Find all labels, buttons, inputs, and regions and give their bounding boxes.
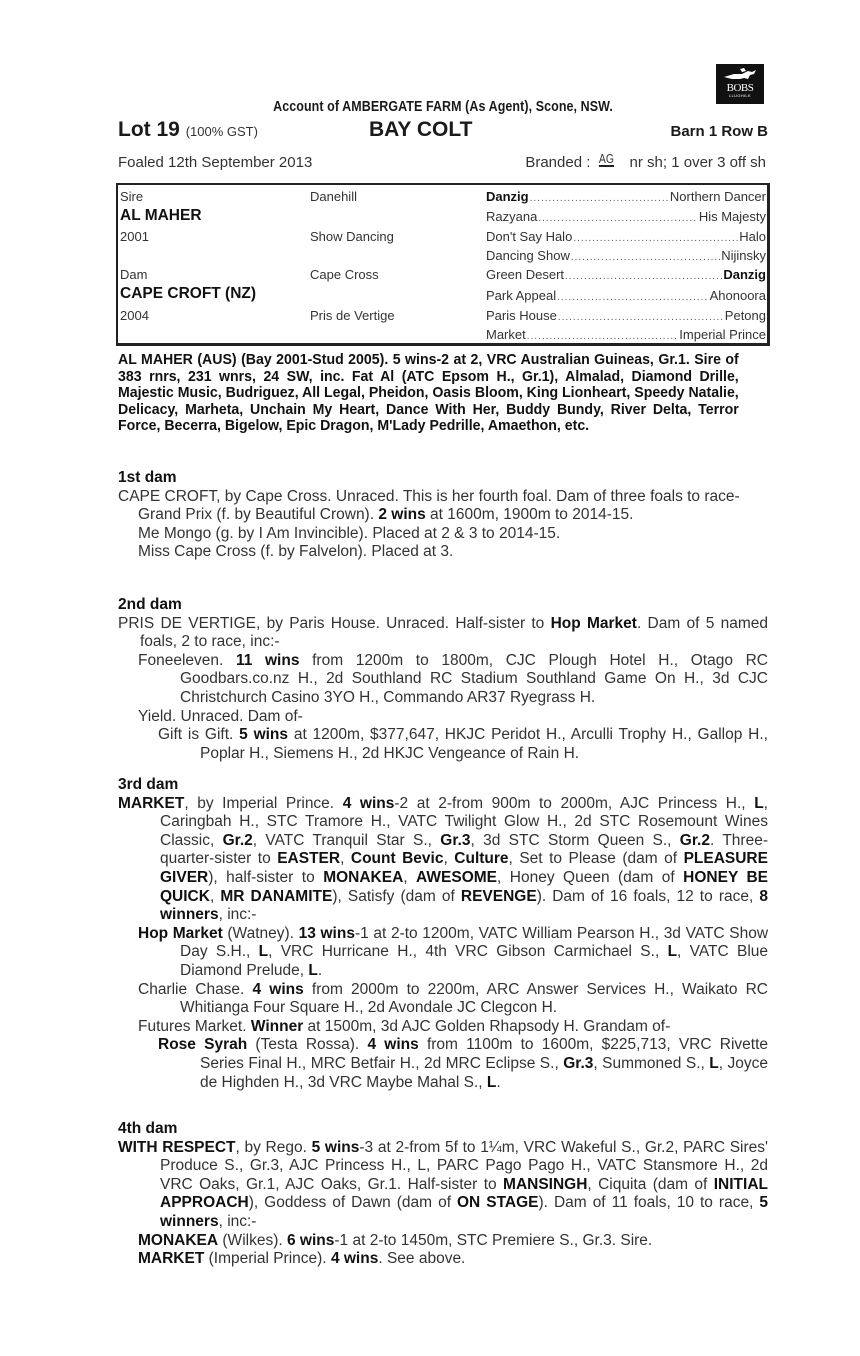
lot-label: Lot 19 — [118, 118, 180, 141]
t: , — [340, 850, 351, 868]
t: , — [209, 887, 221, 905]
text: from 1200m to 1800m, CJC Plough Hotel H., Otago RC Goodbars.co.nz H., 2d Southland RC Stadium Southland Game On H., 3d CJC Christchurch Casino 3YO H., Commando AR37 Ryegrass H. — [180, 651, 768, 706]
brand-info — [525, 151, 766, 171]
gen3-name: Razyana — [486, 209, 538, 224]
t: MONAKEA — [138, 1231, 219, 1249]
t: -3 at 2-from 5f to 1¼m, VRC Wakeful S., Gr.2, PARC Sires' Produce S., Gr.3, AJC Princess H., L, PARC Pago Pago H., VATC Stansmore H., 2d VRC Oaks, Gr.1, AJC Oaks, Gr.1. Half-sister to — [160, 1138, 768, 1193]
gen3-sire: Northern Dancer — [669, 189, 766, 204]
section-heading: 4th dam — [118, 1120, 178, 1137]
foal-entry — [118, 652, 768, 708]
t: , — [443, 850, 455, 868]
foal-text: Grand Prix (f. by Beautiful Crown). — [138, 506, 379, 524]
sire-dam: Show Dancing — [310, 229, 394, 244]
t: 5 winners — [160, 1194, 768, 1230]
gen3-name: Market — [486, 327, 526, 342]
t: ). Dam of 16 foals, 12 to race, — [536, 887, 760, 905]
t: MARKET — [138, 1250, 205, 1268]
sire-year: 2001 — [120, 229, 149, 244]
sire-name: AL MAHER — [120, 207, 202, 224]
dam-intro: CAPE CROFT, by Cape Cross. Unraced. This is her fourth foal. Dam of three foals to race- — [118, 487, 740, 505]
gen3-sire: Ahonoora — [709, 288, 766, 303]
t: , Summoned S., — [593, 1054, 710, 1072]
foal-text: at 1600m, 1900m to 2014-15. — [425, 506, 634, 524]
t: Charlie Chase. — [138, 980, 253, 998]
t: , 3d STC Storm Queen S., — [470, 831, 680, 849]
t: MR DANAMITE — [220, 887, 333, 905]
t: -2 at 2-from 900m to 2000m, AJC Princess H., — [394, 794, 755, 812]
gen3-row — [486, 327, 766, 342]
t: . — [317, 961, 323, 979]
t: 4 wins — [342, 794, 395, 812]
t: Gr.2 — [679, 831, 710, 849]
t: ON STAGE — [457, 1194, 539, 1212]
gen3-name: Don't Say Halo — [486, 229, 573, 244]
t: HONEY BE QUICK — [160, 868, 768, 905]
foal-entry: Miss Cape Cross (f. by Falvelon). Placed at 3. — [138, 543, 454, 561]
foal-entry — [118, 1018, 768, 1037]
t: L — [667, 943, 678, 961]
t: , Joyce de Highden H., 3d VRC Maybe Mahal S., — [200, 1054, 768, 1091]
fourth-dam-section — [118, 1120, 768, 1269]
dam-intro — [118, 615, 768, 652]
foal-entry — [118, 1232, 768, 1251]
t: , VATC Blue Diamond Prelude, — [180, 943, 768, 979]
text: Foneeleven. — [138, 651, 236, 669]
t: MARKET — [118, 794, 185, 812]
t: Gr.2 — [222, 831, 253, 849]
foal-entry — [118, 1250, 768, 1269]
t: Gr.3 — [440, 831, 471, 849]
lot-number — [118, 118, 258, 142]
t: , VATC Tranquil Star S., — [252, 831, 441, 849]
grand-foal-entry — [118, 726, 768, 763]
foal-entry: Yield. Unraced. Dam of- — [138, 707, 303, 725]
t: . — [496, 1073, 501, 1091]
t: L — [486, 1073, 497, 1091]
lot-header — [116, 118, 770, 146]
t: Rose Syrah — [158, 1036, 248, 1054]
t: , Honey Queen (dam of — [497, 868, 684, 886]
foal-wins: 11 wins — [235, 651, 300, 669]
branded-label: Branded : — [525, 154, 591, 171]
horse-description: BAY COLT — [369, 118, 473, 141]
t: , Caringbah H., STC Tramore H., VATC Twilight Glow H., 2d STC Rosemount Wines Classic, — [160, 794, 768, 849]
section-heading: 2nd dam — [118, 596, 182, 613]
gen3-row — [486, 189, 766, 204]
dam-dam: Pris de Vertige — [310, 308, 395, 323]
bobs-logo — [716, 64, 764, 104]
t: -1 at 2-to 1450m, STC Premiere S., Gr.3. Sire. — [334, 1231, 653, 1249]
t: from 1100m to 1600m, $225,713, VRC Rivette Series Final H., MRC Betfair H., 2d MRC Eclipse S., — [200, 1036, 769, 1072]
t: Count Bevic — [350, 850, 444, 868]
t: , VRC Hurricane H., 4th VRC Gibson Carmichael S., — [268, 943, 668, 961]
t: Culture — [454, 850, 509, 868]
gen3-row — [486, 267, 766, 282]
barn-location: Barn 1 Row B — [670, 123, 768, 140]
foal-entry — [118, 925, 768, 981]
t: WITH RESPECT — [118, 1138, 236, 1156]
t: ), Satisfy (dam of — [332, 887, 461, 905]
text: at 1200m, $377,647, HKJC Peridot H., Arculli Trophy H., Gallop H., Poplar H., Siemens H., 2d HKJC Vengeance of Rain H. — [200, 726, 768, 762]
t: (Testa Rossa). — [247, 1036, 368, 1054]
t: Winner — [250, 1017, 304, 1035]
grand-foal-entry — [118, 1036, 768, 1092]
t: MONAKEA — [323, 868, 404, 886]
sire-sire: Danehill — [310, 189, 357, 204]
gen3-row — [486, 308, 766, 323]
t: ). Dam of 11 foals, 10 to race, — [538, 1194, 760, 1212]
t: -1 at 2-to 1200m, VATC William Pearson H., 3d VATC Show Day S.H., — [180, 924, 769, 961]
t: , by Imperial Prince. — [184, 794, 343, 812]
foal-entry — [118, 981, 768, 1018]
t: . See above. — [378, 1250, 466, 1268]
vendor-account: Account of AMBERGATE FARM (As Agent), Scone, NSW. — [273, 99, 613, 115]
t: L — [308, 961, 318, 979]
gen3-name: Dancing Show — [486, 248, 570, 263]
t: 8 winners — [160, 887, 768, 924]
text: . Dam of 5 named foals, 2 to race, inc:- — [140, 614, 769, 651]
t: , Set to Please (dam of — [508, 850, 684, 868]
gst-note: (100% GST) — [185, 124, 258, 139]
t: from 2000m to 2200m, ARC Answer Services H., Waikato RC Whitianga Four Square H., 2d Avondale JC Clegcon H. — [180, 980, 769, 1017]
foal-entry — [118, 506, 768, 525]
gen3-row — [486, 229, 766, 244]
horse-rider-icon — [722, 67, 758, 83]
t: , Ciquita (dam of — [587, 1175, 714, 1193]
gen3-sire: Halo — [739, 229, 766, 244]
text: Gift is Gift. — [158, 726, 240, 744]
t: MANSINGH — [503, 1175, 588, 1193]
dam-record — [118, 795, 768, 925]
t: (Wilkes). — [218, 1231, 287, 1249]
dam-sire: Cape Cross — [310, 267, 379, 282]
branded-detail: nr sh; 1 over 3 off sh — [629, 154, 766, 171]
gen3-sire: Nijinsky — [721, 248, 766, 263]
section-heading: 1st dam — [118, 469, 177, 486]
logo-subtext: LLUGHILK — [729, 93, 751, 98]
gen3-row — [486, 209, 766, 224]
second-dam-section — [118, 596, 768, 763]
foal-wins: 2 wins — [378, 506, 426, 524]
dam-label: Dam — [120, 267, 148, 282]
t: 4 wins — [367, 1036, 419, 1054]
t: . Three-quarter-sister to — [160, 831, 768, 868]
sire-label: Sire — [120, 189, 144, 204]
t: 13 wins — [298, 924, 355, 942]
dam-record — [118, 1139, 768, 1232]
sire-summary: AL MAHER (AUS) (Bay 2001-Stud 2005). 5 wins-2 at 2, VRC Australian Guineas, Gr.1. Sire of 383 rnrs, 231 wnrs, 24 SW, inc. Fat Al (ATC Epsom H., Gr.1), Almalad, Diamond Drille, Majestic Music, Budriguez, All Legal, Pheidon, Oasis Bloom, King Lionheart, Speedy Natalie, Delicacy, Marheta, Unchain My Heart, Dance With Her, Buddy Bundy, River Delta, Terror Force, Becerra, Bigelow, Epic Dragon, M'Lady Pedrille, Amaethon, etc. — [118, 352, 739, 434]
t: INITIAL APPROACH — [160, 1175, 768, 1212]
pedigree-table — [116, 183, 770, 346]
t: L — [709, 1054, 719, 1072]
logo-wordmark: BOBS — [726, 82, 754, 94]
t: PLEASURE GIVER — [160, 850, 768, 886]
t: 4 wins — [330, 1250, 379, 1268]
brand-mark: AG — [598, 151, 614, 166]
foaled-date: Foaled 12th September 2013 — [118, 154, 313, 171]
t: 6 wins — [286, 1231, 335, 1249]
t: (Watney). — [222, 924, 299, 942]
t: 4 wins — [252, 980, 304, 998]
t: EASTER — [277, 850, 341, 868]
t: (Imperial Prince). — [204, 1250, 331, 1268]
foal-wins: 5 wins — [239, 726, 289, 744]
t: AWESOME — [416, 868, 497, 886]
t: Hop Market — [138, 924, 223, 942]
t: L — [258, 943, 269, 961]
relative-name: Hop Market — [550, 614, 637, 632]
gen3-name: Danzig — [486, 189, 529, 204]
gen3-sire: Petong — [724, 308, 766, 323]
gen3-row — [486, 288, 766, 303]
t: , inc:- — [218, 1212, 257, 1230]
gen3-name: Park Appeal — [486, 288, 557, 303]
t: , by Rego. — [235, 1138, 312, 1156]
gen3-sire: His Majesty — [698, 209, 766, 224]
third-dam-section — [118, 776, 768, 1092]
foal-entry: Me Mongo (g. by I Am Invincible). Placed at 2 & 3 to 2014-15. — [138, 524, 561, 542]
t: Futures Market. — [138, 1017, 251, 1035]
foal-info-row — [118, 151, 768, 176]
t: Gr.3 — [563, 1054, 594, 1072]
t: at 1500m, 3d AJC Golden Rhapsody H. Grandam of- — [303, 1017, 671, 1035]
gen3-sire: Imperial Prince — [679, 327, 766, 342]
dam-year: 2004 — [120, 308, 149, 323]
t: ), Goddess of Dawn (dam of — [248, 1194, 457, 1212]
t: REVENGE — [460, 887, 537, 905]
first-dam-section — [118, 469, 768, 562]
text: PRIS DE VERTIGE, by Paris House. Unraced. Half-sister to — [118, 614, 551, 632]
t: ), half-sister to — [208, 868, 324, 886]
section-heading: 3rd dam — [118, 776, 179, 793]
dam-name: CAPE CROFT (NZ) — [120, 285, 257, 302]
gen3-row — [486, 248, 766, 263]
t: 5 wins — [311, 1138, 360, 1156]
t: , inc:- — [218, 906, 257, 924]
t: L — [754, 794, 764, 812]
gen3-name: Paris House — [486, 308, 557, 323]
gen3-sire: Danzig — [723, 267, 766, 282]
t: , — [403, 868, 417, 886]
gen3-name: Green Desert — [486, 267, 565, 282]
